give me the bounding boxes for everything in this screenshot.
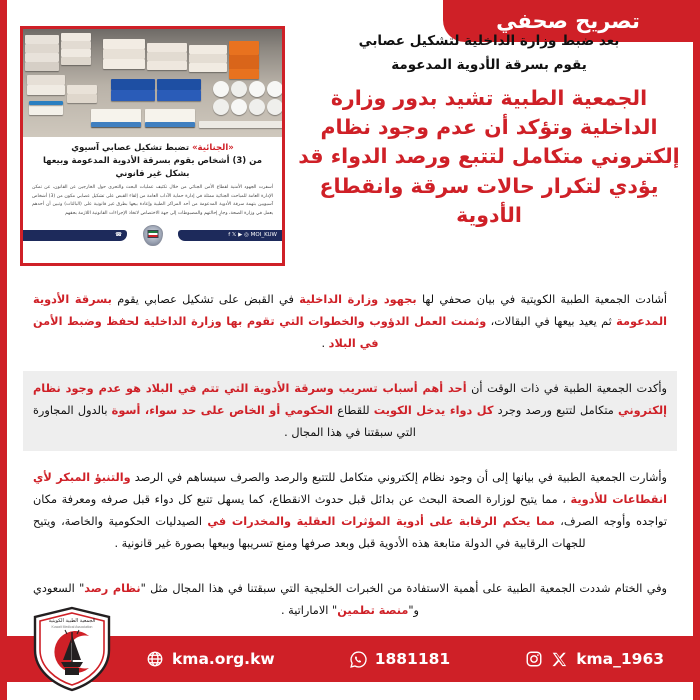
clipping-hotline: 112 xyxy=(106,243,117,250)
headline-line-3: إلكتروني متكامل لتتبع ورصد الدواء قد xyxy=(298,144,680,169)
text-run-3: مما يحكم الرقابة على أدوية المؤثرات العقلية والمخدرات في xyxy=(207,515,555,529)
footer-social[interactable] xyxy=(524,650,664,669)
text-run-5: وثمنت العمل الدؤوب والخطوات التي تقوم بها وزارة الداخلية لحفظ وضبط الأمن في البلاد xyxy=(33,315,487,351)
text-run-6: . xyxy=(321,337,329,351)
clipping-caption-highlight: «الجنائية» xyxy=(192,143,234,153)
globe-icon xyxy=(146,650,165,669)
clipping-hotline-bar: ☎ 112 xyxy=(23,230,127,241)
footer-whatsapp-number: 1881181 xyxy=(374,650,451,668)
text-run-1: نظام رصد xyxy=(84,582,141,596)
footer-social-handle: kma_1963 xyxy=(576,650,665,668)
text-run-2: " السعودي و" xyxy=(33,582,420,618)
text-run-0: وأكدت الجمعية الطبية في ذات الوقت أن xyxy=(466,382,667,396)
clipping-social-handle: f 𝕏 ▶ ◎ MOI_KUW xyxy=(228,232,277,239)
clipping-caption-line1: تضبط تشكيل عصابي آسيوي xyxy=(71,143,193,153)
headline-main xyxy=(293,84,685,230)
headline-line-1: الجمعية الطبية تشيد بدور وزارة xyxy=(330,86,648,111)
clipping-caption-line3: بشكل غير قانوني xyxy=(115,168,190,179)
headline-kicker-line1: بعد ضبط وزارة الداخلية لتشكيل عصابي xyxy=(358,33,620,49)
text-run-6: بالدول المجاورة التي سبقتنا في هذا المجال . xyxy=(33,404,416,440)
text-run-5: الحكومي أو الخاص على حد سواء، أسوة xyxy=(111,404,334,418)
svg-text:Kuwait Medical Association: Kuwait Medical Association xyxy=(51,625,93,629)
headline-line-2: الداخلية وتؤكد أن عدم وجود نظام xyxy=(320,115,658,140)
paragraph-1 xyxy=(23,282,677,362)
paragraph-2 xyxy=(23,371,677,451)
clipping-caption xyxy=(23,137,282,182)
header-title: تصريح صحفي xyxy=(496,9,640,33)
text-run-4: للقطاع xyxy=(333,404,374,418)
paragraph-4 xyxy=(23,571,677,629)
clipping-body-text: أسفرت الجهود الأمنية لقطاع الأمن الجنائي من خلال تكثيف عمليات البحث والتحري حول الخارجين عن القانون، عن تمكن الإدارة العامة للمباحث الجنائية ممثلة في إدارة حماية الآداب العامة من إلقاء القبض على تشكيل عصابي مكون من (3) أشخاص آسيويين بتهمة سرقة الأدوية المدعومة من أحد المراكز الطبية وإعادة بيعها بطرق غير قانونية على (البالتات) وتبين أن أحدهم يعمل في وزارة الصحة، وجارٍ إحالتهم والمضبوطات إلى جهة الاختصاص لاتخاذ الإجراءات القانونية اللازمة بحقهم xyxy=(32,185,273,216)
text-run-1: والتنبؤ المبكر لأي انقطاعات للأدوية xyxy=(33,471,668,507)
headline-kicker xyxy=(293,30,685,77)
text-run-2: في القبض على تشكيل عصابي يقوم xyxy=(111,293,300,306)
text-run-2: متكامل لتتبع ورصد وجرد xyxy=(493,404,618,418)
instagram-icon xyxy=(524,650,543,669)
text-run-4: ثم يعيد بيعها في البقالات، xyxy=(486,315,617,329)
text-run-0: وأشارت الجمعية الطبية في بيانها إلى أن وجود نظام إلكتروني متكامل للتتبع والرصد والصرف سيساهم في الرصد xyxy=(130,471,667,485)
top-section xyxy=(7,26,693,276)
kma-logo xyxy=(29,606,115,692)
seized-medicines-photo xyxy=(23,29,282,137)
moi-badge-icon xyxy=(143,225,163,246)
text-run-4: الصيدليات الحكومية والخاصة، ويتيح للجهات الرقابية في الدولة متابعة هذه الأدوية قبل وبعد صرفها ومنع تسريبها وبيعها بصورة غير قانونية . xyxy=(33,515,586,551)
text-run-1: أحد أهم أسباب تسريب وسرقة الأدوية التي تتم في البلاد هو عدم وجود نظام إلكتروني xyxy=(33,382,667,418)
headline-block xyxy=(293,30,685,230)
text-run-0: أشادت الجمعية الطبية الكويتية في بيان صحفي لها xyxy=(416,293,667,306)
text-run-2: ، مما يتيح لوزارة الصحة البحث عن بدائل قبل حدوث الانقطاع، كما يسهل تتبع كل دواء قبل صرفه ومعرفة مكان تواجده وأوجه الصرف، xyxy=(33,493,668,529)
footer-website-label: kma.org.kw xyxy=(171,650,275,668)
whatsapp-icon xyxy=(349,650,368,669)
footer-website[interactable] xyxy=(146,650,275,669)
text-run-4: " الاماراتية . xyxy=(280,604,338,618)
clipping-footer xyxy=(23,224,282,250)
svg-text:الجمعية الطبية الكويتية: الجمعية الطبية الكويتية xyxy=(48,618,96,624)
clipping-social-bar xyxy=(178,230,282,241)
text-run-0: وفي الختام شددت الجمعية الطبية على أهمية الاستفادة من الخبرات الخليجية التي سبقتنا في هذا المجال مثل " xyxy=(140,582,667,596)
paragraph-3 xyxy=(23,460,677,562)
x-twitter-icon xyxy=(550,650,569,669)
news-clipping-card xyxy=(20,26,285,266)
headline-line-4: يؤدي لتكرار حالات سرقة وانقطاع الأدوية xyxy=(319,173,659,227)
headline-kicker-line2: يقوم بسرقة الأدوية المدعومة xyxy=(391,56,587,73)
clipping-caption-line2: من (3) أشخاص يقوم بسرقة الأدوية المدعومة وبيعها xyxy=(42,155,263,166)
body-paragraphs xyxy=(7,282,693,629)
text-run-1: بجهود وزارة الداخلية xyxy=(299,293,417,306)
text-run-3: كل دواء يدخل الكويت xyxy=(373,404,494,418)
footer-whatsapp[interactable] xyxy=(349,650,451,669)
text-run-3: بسرقة الأدوية المدعومة xyxy=(33,293,667,329)
text-run-3: منصة تطمين xyxy=(337,604,409,618)
